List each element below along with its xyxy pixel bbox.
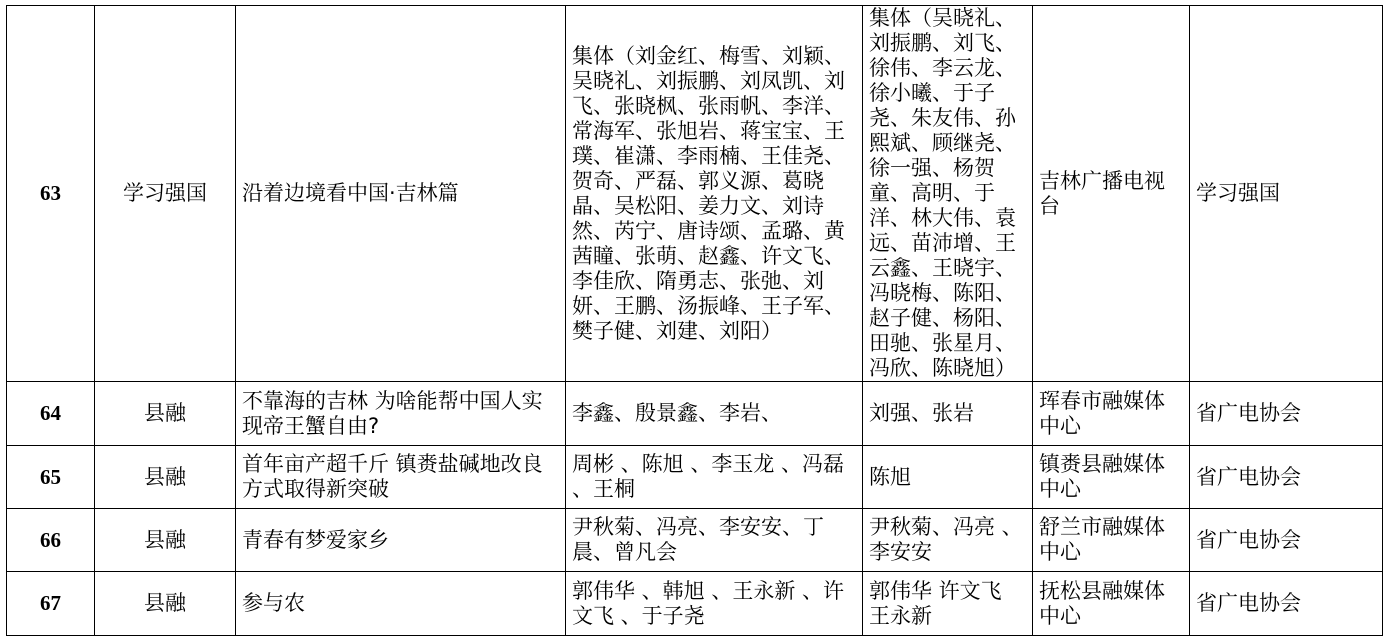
row-unit: 舒兰市融媒体中心 [1033,509,1190,572]
row-editors: 陈旭 [863,446,1033,509]
table-row [7,6,1383,382]
row-title: 青春有梦爱家乡 [236,509,566,572]
row-authors: 周彬 、陈旭 、李玉龙 、冯磊 、王桐 [566,446,863,509]
row-category: 县融 [95,446,236,509]
row-number: 65 [7,446,95,509]
row-editors: 刘强、张岩 [863,382,1033,446]
table-row [7,382,1383,446]
row-title: 首年亩产超千斤 镇赉盐碱地改良方式取得新突破 [236,446,566,509]
table-row [7,509,1383,572]
row-number: 63 [7,6,95,382]
table-row [7,446,1383,509]
row-title: 沿着边境看中国·吉林篇 [236,6,566,382]
row-authors: 李鑫、殷景鑫、李岩、 [566,382,863,446]
row-category: 学习强国 [95,6,236,382]
row-title: 不靠海的吉林 为啥能帮中国人实现帝王蟹自由? [236,382,566,446]
row-recommender: 省广电协会 [1190,446,1383,509]
row-recommender: 学习强国 [1190,6,1383,382]
row-editors: 郭伟华 许文飞 王永新 [863,572,1033,636]
row-recommender: 省广电协会 [1190,572,1383,636]
row-authors: 郭伟华 、韩旭 、王永新 、许文飞 、于子尧 [566,572,863,636]
row-category: 县融 [95,509,236,572]
row-editors: 集体（吴晓礼、刘振鹏、刘飞、徐伟、李云龙、徐小曦、于子尧、朱友伟、孙熙斌、顾继尧、徐一强、杨贺童、高明、于洋、林大伟、袁远、苗沛增、王云鑫、王晓宇、冯晓梅、陈阳、赵子健、杨阳、田驰、张星月、冯欣、陈晓旭） [863,6,1033,382]
row-unit: 珲春市融媒体中心 [1033,382,1190,446]
row-unit: 吉林广播电视台 [1033,6,1190,382]
awards-table [6,5,1383,636]
row-recommender: 省广电协会 [1190,509,1383,572]
row-recommender: 省广电协会 [1190,382,1383,446]
row-title: 参与农 [236,572,566,636]
row-category: 县融 [95,572,236,636]
row-number: 66 [7,509,95,572]
row-editors: 尹秋菊、冯亮 、李安安 [863,509,1033,572]
row-authors: 尹秋菊、冯亮、李安安、丁晨、曾凡会 [566,509,863,572]
row-category: 县融 [95,382,236,446]
row-unit: 镇赉县融媒体中心 [1033,446,1190,509]
row-authors: 集体（刘金红、梅雪、刘颖、吴晓礼、刘振鹏、刘凤凯、刘飞、张晓枫、张雨帆、李洋、常海军、张旭岩、蒋宝宝、王璞、崔潇、李雨楠、王佳尧、贺奇、严磊、郭义源、葛晓晶、吴松阳、姜力文、刘诗然、芮宁、唐诗颂、孟璐、黄茜瞳、张萌、赵鑫、许文飞、李佳欣、隋勇志、张弛、刘妍、王鹏、汤振峰、王子军、樊子健、刘建、刘阳） [566,6,863,382]
table-row [7,572,1383,636]
row-unit: 抚松县融媒体中心 [1033,572,1190,636]
row-number: 64 [7,382,95,446]
row-number: 67 [7,572,95,636]
